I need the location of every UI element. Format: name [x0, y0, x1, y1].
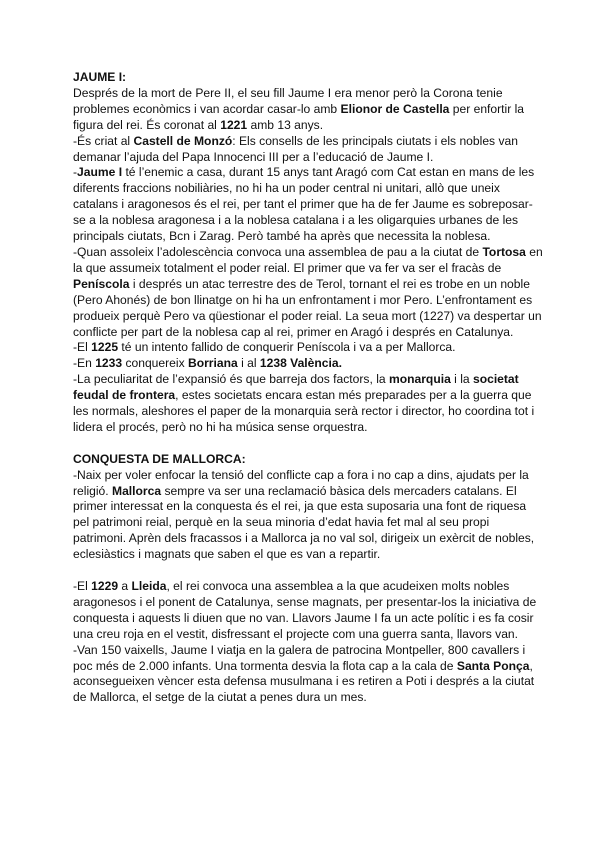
- section-mallorca-body: [73, 468, 543, 563]
- text-run: , aconsegueixen vèncer esta defensa musulmana i es retiren a Poti i després a la ciutat de Mallorca, el setge de la ciutat a penes dura un mes.: [73, 658, 535, 705]
- paragraph: [73, 356, 543, 372]
- bold-text: 1221: [220, 117, 248, 132]
- document-body: [73, 70, 543, 706]
- text-run: i després un atac terrestre des de Terol, tornant el rei es trobe en un noble (Pero Ahonés) de bon llinatge on hi ha un enfrontament i mor Pero. L’enfrontament es produeix perquè Pero va qüestionar el poder reial. La seua mort (1227) va despertar un conflicte per part de la noblesa cap al rei, primer en Aragó i després en Catalunya.: [73, 276, 542, 339]
- paragraph: [73, 134, 543, 166]
- paragraph: [73, 340, 543, 356]
- section-mallorca-body-continued: [73, 579, 543, 706]
- text-run: : Els consells de les principals ciutats i els nobles van demanar l’ajuda del Papa Innocenci III per a l’educació de Jaume I.: [73, 133, 518, 164]
- text-run: -El: [73, 578, 92, 593]
- paragraph: [73, 245, 543, 340]
- bold-text: Jaume I: [77, 165, 123, 180]
- text-run: té un intento fallido de conquerir Peníscola i va a per Mallorca.: [118, 340, 456, 355]
- text-run: -El: [73, 340, 92, 355]
- section-heading-conquesta-mallorca: CONQUESTA DE MALLORCA:: [73, 451, 246, 466]
- text-run: -Quan assoleix l’adolescència convoca una assemblea de pau a la ciutat de: [73, 244, 483, 259]
- bold-text: Borriana: [187, 356, 238, 371]
- text-run: -Van 150 vaixells, Jaume I viatja en la galera de patrocina Montpeller, 800 cavallers i poc més de 2.000 infants. Una tormenta desvia la flota cap a la cala de: [73, 642, 526, 673]
- text-run: i al: [237, 356, 260, 371]
- text-run: , el rei convoca una assemblea a la que acudeixen molts nobles aragonesos i el ponent de Catalunya, sense magnats, per presentar-los la iniciativa de conquesta i aquests li diuen que no van. Llavors Jaume I fa un acte polític i es fa cosir una creu roja en el vestit, disfressant el projecte com una guerra santa, llavors van.: [73, 578, 537, 641]
- bold-text: monarquia: [388, 372, 451, 387]
- bold-text: 1225: [91, 340, 119, 355]
- text-run: Després de la mort de Pere II, el seu fill Jaume I era menor però la Corona tenie problemes econòmics i van acordar casar-lo amb: [73, 85, 503, 116]
- paragraph: [73, 579, 543, 643]
- paragraph: [73, 643, 543, 707]
- bold-text: Mallorca: [112, 483, 162, 498]
- bold-text: 1238 València.: [259, 356, 342, 371]
- bold-text: societat feudal de frontera: [73, 372, 519, 403]
- text-run: té l’enemic a casa, durant 15 anys tant Aragó com Cat estan en mans de les diferents fraccions nobiliàries, no hi ha un poder central ni unitari, allò que uneix catalans i aragonesos és el rei, per tant el primer que ha de fer Jaume es sobreposar-se a la noblesa aragonesa i a la noblesa catalana i a les oligarquies urbanes de les principals ciutats, Bcn i Zarag. Però també ha après que necessita la noblesa.: [73, 165, 535, 244]
- bold-text: Santa Ponça: [456, 658, 530, 673]
- bold-text: 1229: [91, 578, 119, 593]
- text-run: -La peculiaritat de l’expansió és que barreja dos factors, la: [73, 372, 389, 387]
- paragraph: [73, 372, 543, 436]
- text-run: -Naix per voler enfocar la tensió del conflicte cap a fora i no cap a dins, ajudats per la religió.: [73, 467, 529, 498]
- bold-text: 1233: [95, 356, 123, 371]
- bold-text: Tortosa: [482, 244, 526, 259]
- section-heading-jaume-i: JAUME I:: [73, 70, 127, 84]
- text-run: a: [118, 578, 132, 593]
- bold-text: Peníscola: [73, 276, 130, 291]
- bold-text: Elionor de Castella: [340, 101, 450, 116]
- text-run: i la: [450, 372, 473, 387]
- paragraph: [73, 165, 543, 245]
- section-jaume-i-body: [73, 86, 543, 436]
- text-run: -És criat al: [73, 133, 134, 148]
- text-run: sempre va ser una reclamació bàsica dels mercaders catalans. El primer interessat en la conquesta és el rei, ja que esta suposaria una font de riquesa pel patrimoni reial, perquè en la seua minoria d’edat havia fet mal al seu propi patrimoni. Aprèn dels fracassos i a Mallorca ja no val sol, dirigeix un exèrcit de nobles, eclesiàstics i magnats que saben el que es van a repartir.: [73, 483, 535, 562]
- text-run: amb 13 anys.: [247, 117, 324, 132]
- text-run: , estes societats encara estan més preparades per a la guerra que les normals, aleshores el paper de la monarquia serà rector i director, ho coordina tot i lidera el procés, però no hi ha música sense orquestra.: [73, 388, 535, 434]
- bold-text: Castell de Monzó: [133, 133, 233, 148]
- text-run: conquereix: [122, 356, 188, 371]
- paragraph: [73, 86, 543, 134]
- text-run: -En: [73, 356, 96, 371]
- text-run: -: [73, 165, 78, 180]
- text-run: en la que assumeix totalment el poder reial. El primer que va fer va ser el fracàs de: [73, 244, 543, 275]
- spacer: [73, 563, 543, 579]
- paragraph: [73, 468, 543, 563]
- bold-text: Lleida: [131, 578, 167, 593]
- spacer: [73, 436, 543, 452]
- text-run: per enfortir la figura del rei. És coronat al: [73, 101, 525, 132]
